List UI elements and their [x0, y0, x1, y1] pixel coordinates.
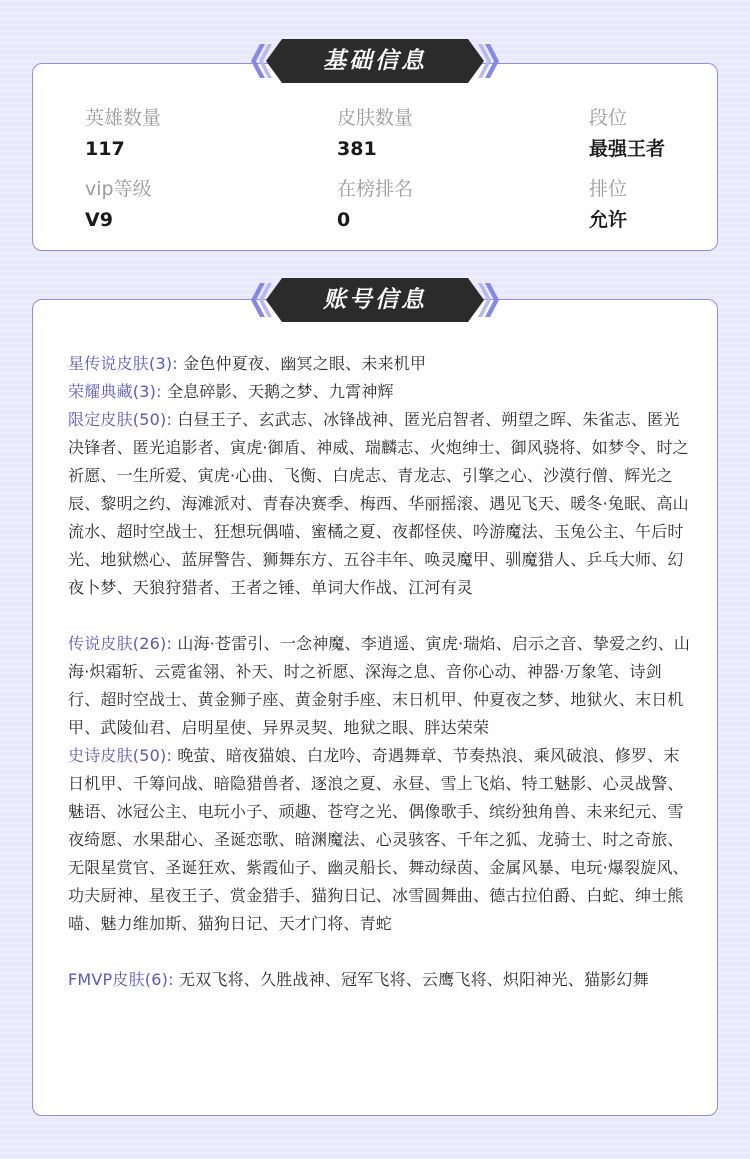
skin-category-fmvp [68, 966, 692, 994]
basic-info-card [32, 63, 718, 251]
stat-label: 排位 [589, 178, 628, 200]
stat-label: vip等级 [85, 178, 152, 200]
stat-skin-count [337, 106, 413, 161]
stat-label: 皮肤数量 [337, 107, 414, 129]
category-items: 晚萤、暗夜猫娘、白龙吟、奇遇舞章、节奏热浪、乘风破浪、修罗、末日机甲、千筹问战、暗隐猎兽者、逐浪之夏、永昼、雪上飞焰、特工魅影、心灵战警、魅语、冰冠公主、电玩小子、顽趣、苍穹之光、偶像歌手、缤纷独角兽、未来纪元、雪夜绮愿、水果甜心、圣诞恋歌、暗渊魔法、心灵骇客、千年之狐、龙骑士、时之奇旅、无限星赏官、圣诞狂欢、紫霞仙子、幽灵船长、舞动绿茵、金属风暴、电玩·爆裂旋风、功夫厨神、星夜王子、赏金猎手、猫狗日记、冰雪圆舞曲、德古拉伯爵、白蛇、绅士熊喵、魅力维加斯、猫狗日记、天才门将、青蛇 [68, 746, 689, 933]
category-items: 无双飞将、久胜战神、冠军飞将、云鹰飞将、炽阳神光、猫影幻舞 [178, 970, 649, 989]
skin-category-legend [68, 630, 692, 742]
section-title: 账号信息 [323, 287, 427, 313]
stat-value: 允许 [589, 209, 628, 231]
section-title: 基础信息 [323, 48, 427, 74]
category-items: 金色仲夏夜、幽冥之眼、未来机甲 [183, 354, 427, 373]
category-label: 限定皮肤(50): [68, 410, 173, 429]
stat-value: 最强王者 [589, 138, 666, 160]
account-info-banner [246, 276, 504, 324]
skin-category-limited [68, 406, 692, 602]
stat-value: 117 [85, 138, 125, 160]
skin-category-star-legend [68, 350, 692, 378]
stat-value: 381 [337, 138, 377, 160]
stat-label: 段位 [589, 107, 628, 129]
category-items: 全息碎影、天鹅之梦、九霄神辉 [166, 382, 394, 401]
category-label: 传说皮肤(26): [68, 634, 173, 653]
stat-value: 0 [337, 209, 351, 231]
stat-label: 在榜排名 [337, 178, 414, 200]
category-label: FMVP皮肤(6): [68, 970, 174, 989]
skin-category-epic [68, 742, 692, 938]
stat-hero-count [85, 106, 161, 161]
category-label: 史诗皮肤(50): [68, 746, 173, 765]
category-label: 星传说皮肤(3): [68, 354, 178, 373]
category-items: 白昼王子、玄武志、冰锋战神、匿光启智者、朔望之晖、朱雀志、匿光决锋者、匿光追影者、寅虎·御盾、神威、瑞麟志、火炮绅士、御风骁将、如梦令、时之祈愿、一生所爱、寅虎·心曲、飞衡、白虎志、青龙志、引擎之心、沙漠行僧、辉光之辰、黎明之约、海滩派对、青春决赛季、梅西、华丽摇滚、遇见飞天、暖冬·兔眠、高山流水、超时空战士、狂想玩偶喵、蜜橘之夏、夜都怪侠、吟游魔法、玉兔公主、午后时光、地狱燃心、蓝屏警告、狮舞东方、五谷丰年、唤灵魔甲、驯魔猎人、乒乓大师、幻夜卜梦、天狼狩猎者、王者之锤、单词大作战、江河有灵 [68, 410, 689, 597]
category-label: 荣耀典藏(3): [68, 382, 162, 401]
skin-list [68, 350, 692, 994]
skin-category-glory-collection [68, 378, 692, 406]
paragraph-gap [68, 938, 692, 966]
stat-leaderboard-rank [337, 177, 413, 232]
stat-value: V9 [85, 209, 113, 231]
stat-ranked-allowed [589, 177, 627, 232]
stat-label: 英雄数量 [85, 107, 162, 129]
stat-vip-level [85, 177, 152, 232]
paragraph-gap [68, 602, 692, 630]
category-items: 山海·苍雷引、一念神魔、李逍遥、寅虎·瑞焰、启示之音、挚爱之约、山海·炽霜斩、云霓雀翎、补天、时之祈愿、深海之息、音你心动、神器·万象笔、诗剑行、超时空战士、黄金狮子座、黄金射手座、末日机甲、仲夏夜之梦、地狱火、末日机甲、武陵仙君、启明星使、异界灵契、地狱之眼、胖达荣荣 [68, 634, 691, 737]
stat-rank-tier [589, 106, 665, 161]
basic-info-banner [246, 37, 504, 85]
